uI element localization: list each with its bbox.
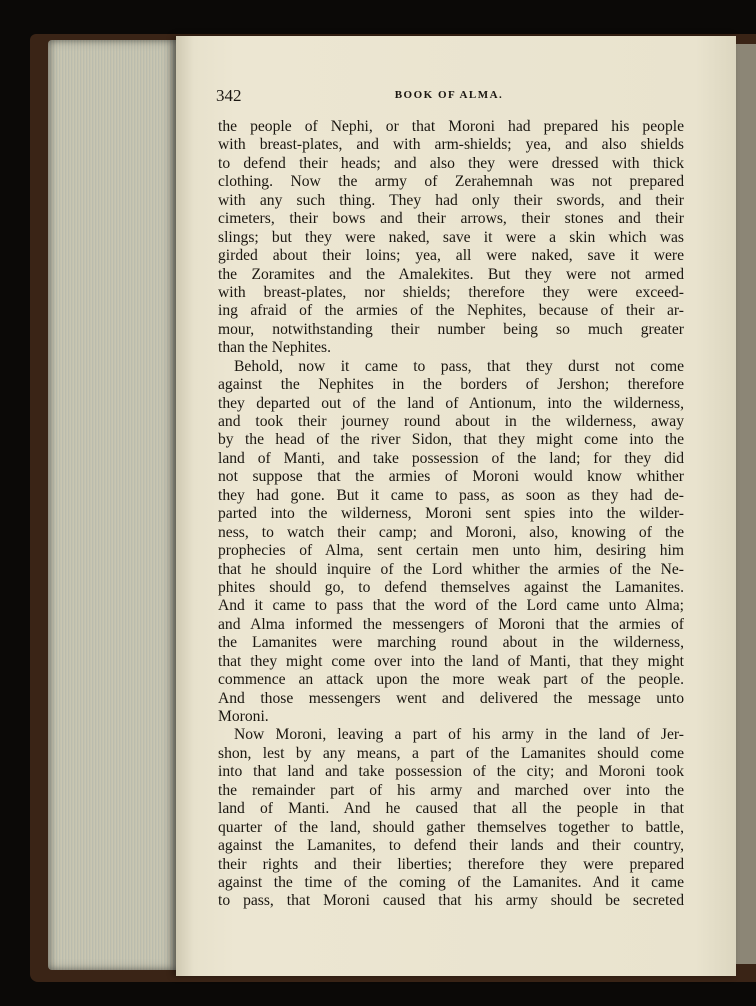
text-line: Moroni. [218, 708, 269, 725]
text-line: with any such thing. They had only their swords, and their [218, 191, 684, 209]
text-line: the Lamanites were marching round about in the wilderness, [218, 634, 684, 652]
text-line: land of Manti. And he caused that all the people in that [218, 800, 684, 818]
text-line: And those messengers went and delivered the message unto [218, 689, 684, 707]
text-line: by the head of the river Sidon, that they might come into the [218, 431, 684, 449]
text-line: And it came to pass that the word of the Lord came unto Alma; [218, 597, 684, 615]
text-line: Now Moroni, leaving a part of his army in the land of Jer- [234, 726, 684, 744]
body-text [218, 118, 684, 911]
text-line: cimeters, their bows and their arrows, their stones and their [218, 210, 684, 228]
text-line: into that land and take possession of the city; and Moroni took [218, 763, 684, 781]
running-head-title: BOOK OF ALMA. [394, 89, 504, 101]
text-line: with breast-plates, nor shields; therefore they were exceed- [218, 283, 684, 301]
text-line: land of Manti, and take possession of the land; for they did [218, 449, 684, 467]
text-line: to defend their heads; and also they were dressed with thick [218, 154, 684, 172]
text-line: shon, lest by any means, a part of the Lamanites should come [218, 744, 684, 762]
text-line: they had gone. But it came to pass, as soon as they had de- [218, 486, 684, 504]
text-line: against the Lamanites, to defend their lands and their country, [218, 837, 684, 855]
running-head [216, 86, 682, 106]
text-line: the people of Nephi, or that Moroni had prepared his people [218, 118, 684, 135]
text-line: and Alma informed the messengers of Moroni that the armies of [218, 615, 684, 633]
text-line: not suppose that the armies of Moroni would know whither [218, 468, 684, 486]
text-line: they departed out of the land of Antionum, into the wilderness, [218, 394, 684, 412]
text-line: Behold, now it came to pass, that they durst not come [234, 357, 684, 375]
paragraph [218, 118, 684, 358]
text-line: that he should inquire of the Lord whither the armies of the Ne- [218, 560, 684, 578]
text-line: to pass, that Moroni caused that his army should be secreted [218, 892, 684, 910]
text-line: mour, notwithstanding their number being so much greater [218, 320, 684, 338]
text-line: phites should go, to defend themselves against the Lamanites. [218, 578, 684, 596]
text-line: than the Nephites. [218, 339, 332, 357]
text-line: ness, to watch their camp; and Moroni, also, knowing of the [218, 523, 684, 541]
text-line: that they might come over into the land of Manti, that they might [218, 652, 684, 670]
paragraph [218, 726, 684, 910]
text-line: and took their journey round about in the wilderness, away [218, 413, 684, 430]
text-line: their rights and their liberties; therefore they were prepared [218, 855, 684, 873]
text-line: slings; but they were naked, save it were a skin which was [218, 228, 684, 246]
text-line: clothing. Now the army of Zerahemnah was not prepared [218, 173, 684, 191]
text-line: with breast-plates, and with arm-shields; yea, and also shields [218, 136, 684, 154]
text-line: against the Nephites in the borders of Jershon; therefore [218, 376, 684, 394]
text-line: against the time of the coming of the Lamanites. And it came [218, 873, 684, 891]
text-line: ing afraid of the armies of the Nephites, because of their ar- [218, 302, 684, 320]
text-line: the Zoramites and the Amalekites. But they were not armed [218, 265, 684, 283]
paragraph [218, 358, 684, 727]
text-line: girded about their loins; yea, all were naked, save it were [218, 247, 684, 265]
text-line: quarter of the land, should gather themselves together to battle, [218, 818, 684, 836]
text-line: parted into the wilderness, Moroni sent spies into the wilder- [218, 505, 684, 523]
page-number: 342 [216, 86, 242, 105]
page-edges [48, 40, 178, 970]
text-line: prophecies of Alma, sent certain men unto him, desiring him [218, 542, 684, 560]
text-line: the remainder part of his army and marched over into the [218, 781, 684, 799]
text-line: commence an attack upon the more weak part of the people. [218, 671, 684, 689]
